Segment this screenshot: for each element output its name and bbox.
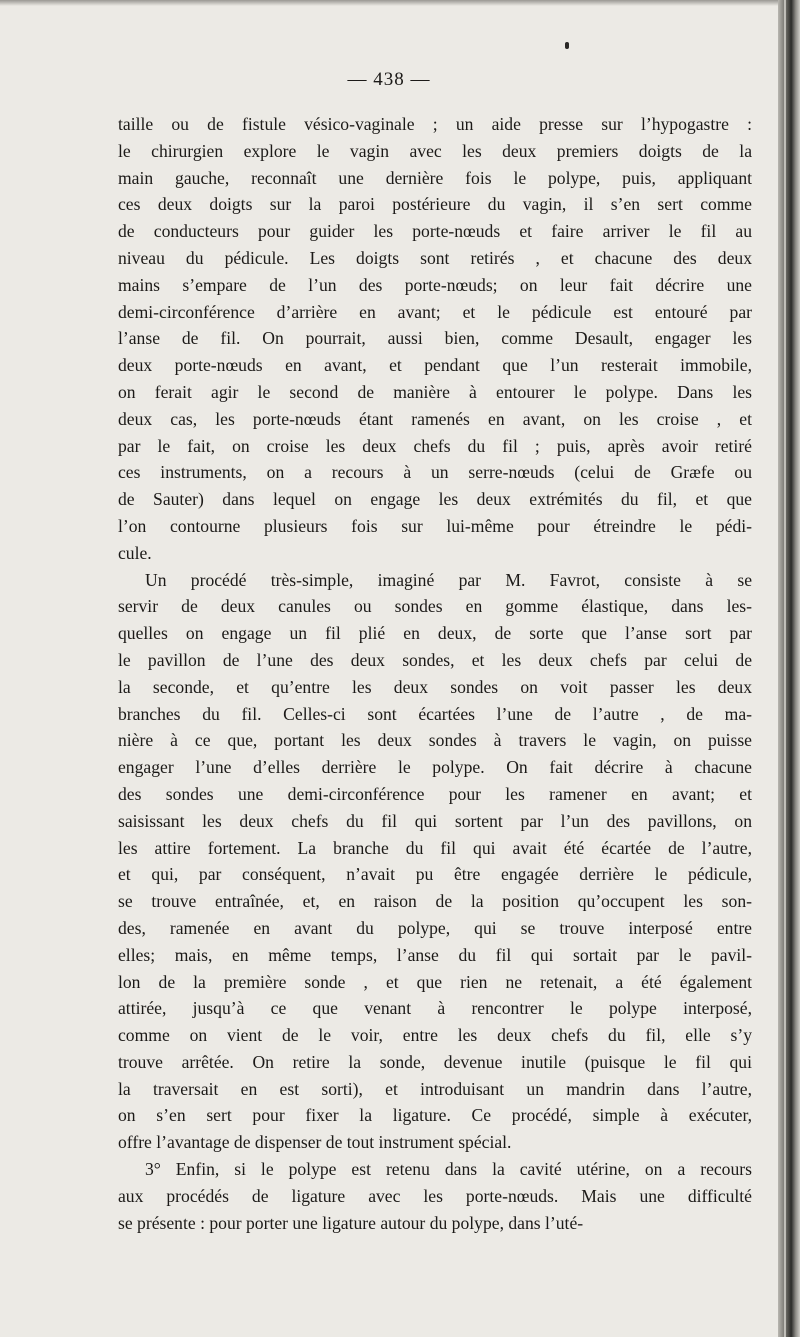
text-line: se trouve entraînée, et, en raison de la position qu’occupent les son- [118, 891, 752, 912]
text-line: le pavillon de l’une des deux sondes, et les deux chefs par celui de [118, 649, 752, 670]
text-line: et qui, par conséquent, n’avait pu être engagée derrière le pédicule, [118, 864, 752, 885]
text-line: ces deux doigts sur la paroi postérieure du vagin, il s’en sert comme [118, 194, 752, 215]
text-line: servir de deux canules ou sondes en gomme élastique, dans les- [118, 596, 752, 617]
text-line: comme on vient de le voir, entre les deux chefs du fil, elle s’y [118, 1025, 752, 1046]
text-line: les attire fortement. La branche du fil qui avait été écartée de l’autre, [118, 837, 752, 858]
text-line: de Sauter) dans lequel on engage les deux extrémités du fil, et que [118, 489, 752, 510]
text-line: on s’en sert pour fixer la ligature. Ce procédé, simple à exécuter, [118, 1105, 752, 1126]
ink-speck [565, 42, 569, 49]
paragraph-p2 [118, 567, 752, 1157]
text-line: deux porte-nœuds en avant, et pendant que l’un resterait immobile, [118, 355, 752, 376]
text-line: nière à ce que, portant les deux sondes à travers le vagin, on puisse [118, 730, 752, 751]
text-line: de conducteurs pour guider les porte-nœuds et faire arriver le fil au [118, 221, 752, 242]
text-line: elles; mais, en même temps, l’anse du fil qui sortait par le pavil- [118, 944, 752, 965]
text-line: l’on contourne plusieurs fois sur lui-même pour étreindre le pédi- [118, 515, 752, 536]
text-line: des, ramenée en avant du polype, qui se trouve interposé entre [118, 917, 752, 938]
text-line: trouve arrêtée. On retire la sonde, devenue inutile (puisque le fil qui [118, 1051, 752, 1072]
text-line: la traversait en est sorti), et introduisant un mandrin dans l’autre, [118, 1078, 752, 1099]
text-line: taille ou de fistule vésico-vaginale ; un aide presse sur l’hypogastre : [118, 114, 752, 134]
text-line: ces instruments, on a recours à un serre-nœuds (celui de Græfe ou [118, 462, 752, 483]
text-line: le chirurgien explore le vagin avec les deux premiers doigts de la [118, 140, 752, 161]
text-line: par le fait, on croise les deux chefs du fil ; puis, après avoir retiré [118, 435, 752, 456]
text-line: aux procédés de ligature avec les porte-nœuds. Mais une difficulté [118, 1185, 752, 1206]
paragraph-p3 [118, 1156, 752, 1236]
text-line: quelles on engage un fil plié en deux, de sorte que l’anse sort par [118, 623, 752, 644]
text-line: Un procédé très-simple, imaginé par M. Favrot, consiste à se [145, 569, 752, 590]
text-line: engager l’une d’elles derrière le polype. On fait décrire à chacune [118, 757, 752, 778]
text-line: offre l’avantage de dispenser de tout instrument spécial. [118, 1132, 512, 1153]
text-line: saisissant les deux chefs du fil qui sortent par l’un des pavillons, on [118, 810, 752, 831]
text-line: main gauche, reconnaît une dernière fois le polype, puis, appliquant [118, 167, 752, 188]
body-text [118, 111, 752, 1236]
text-line: deux cas, les porte-nœuds étant ramenés en avant, on les croise , et [118, 408, 752, 429]
text-line: demi-circonférence d’arrière en avant; et le pédicule est entouré par [118, 301, 752, 322]
text-line: mains s’empare de l’un des porte-nœuds; on leur fait décrire une [118, 274, 752, 295]
binding-highlight [784, 0, 786, 1337]
text-line: 3° Enfin, si le polype est retenu dans la cavité utérine, on a recours [145, 1159, 752, 1180]
text-line: des sondes une demi-circonférence pour les ramener en avant; et [118, 783, 752, 804]
text-line: la seconde, et qu’entre les deux sondes on voit passer les deux [118, 676, 752, 697]
text-line: on ferait agir le second de manière à entourer le polype. Dans les [118, 381, 752, 402]
text-line: niveau du pédicule. Les doigts sont retirés , et chacune des deux [118, 247, 752, 268]
page-number: — 438 — [347, 69, 431, 90]
text-line: se présente : pour porter une ligature autour du polype, dans l’uté- [118, 1212, 584, 1233]
text-line: attirée, jusqu’à ce que venant à rencontrer le polype interposé, [118, 998, 752, 1019]
text-line: lon de la première sonde , et que rien ne retenait, a été également [118, 971, 752, 992]
book-binding-edge [778, 0, 800, 1337]
text-line: cule. [118, 542, 152, 563]
text-line: branches du fil. Celles-ci sont écartées l’une de l’autre , de ma- [118, 703, 752, 724]
page-top-shadow [0, 0, 778, 6]
text-line: l’anse de fil. On pourrait, aussi bien, comme Desault, engager les [118, 328, 752, 349]
paragraph-p1 [118, 111, 752, 567]
